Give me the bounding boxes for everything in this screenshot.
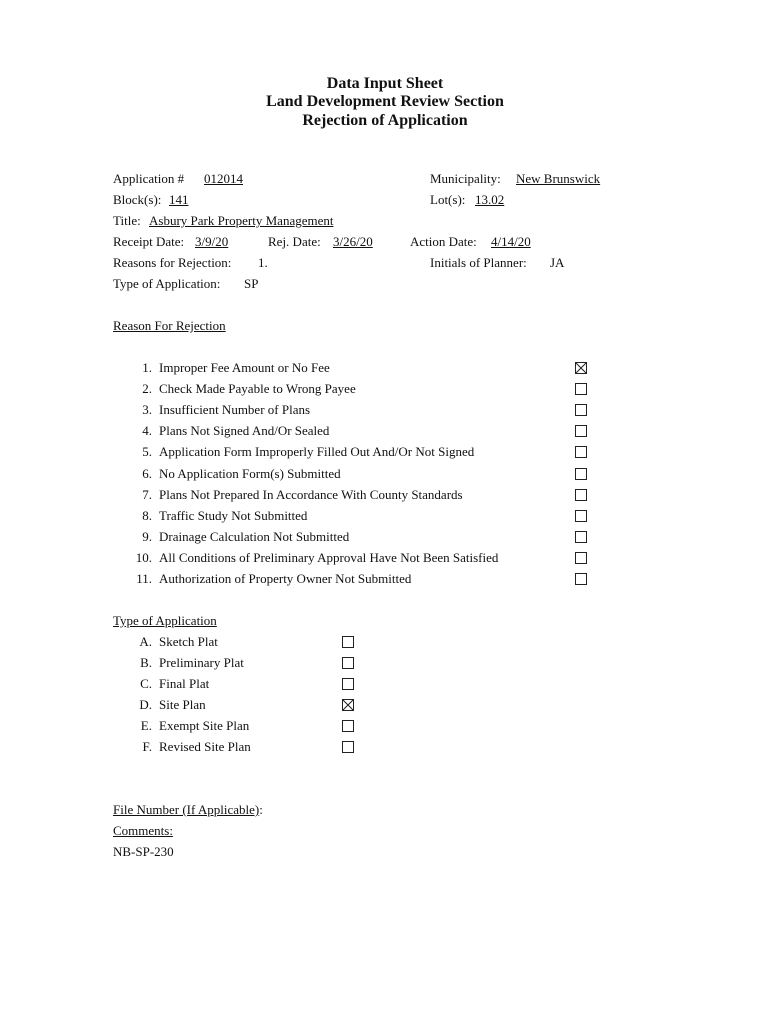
type-item-number: F. xyxy=(142,739,152,754)
rejection-date-label: Rej. Date: xyxy=(268,234,321,249)
type-item-number: E. xyxy=(140,718,152,733)
type-item-number: A. xyxy=(139,634,152,649)
reason-item-checkbox[interactable] xyxy=(575,362,587,374)
type-item-checkbox[interactable] xyxy=(342,699,354,711)
reason-item-number: 2. xyxy=(142,381,152,397)
type-item-label: Sketch Plat xyxy=(159,634,218,649)
section-title: Land Development Review Section xyxy=(266,93,504,110)
reason-item-number: 11. xyxy=(136,571,152,586)
reasons-label: Reasons for Rejection: xyxy=(113,255,232,270)
reason-item-label: Traffic Study Not Submitted xyxy=(159,507,308,523)
reason-item-number: 6. xyxy=(142,465,152,481)
sheet-title: Data Input Sheet xyxy=(326,75,444,92)
reason-item-label: Application Form Improperly Filled Out And/Or Not Signed xyxy=(159,444,475,460)
reason-item-label: Plans Not Signed And/Or Sealed xyxy=(159,423,330,439)
application-number-value: 012014 xyxy=(204,171,243,186)
municipality-value: New Brunswick xyxy=(516,171,601,186)
reason-item-number: 10. xyxy=(135,549,152,565)
title-label: Title: xyxy=(113,213,141,228)
reason-item-label: Drainage Calculation Not Submitted xyxy=(159,528,350,544)
reason-item-label: All Conditions of Preliminary Approval Have Not Been Satisfied xyxy=(159,549,499,565)
reason-item-number: 7. xyxy=(142,486,152,502)
reasons-heading: Reason For Rejection xyxy=(113,318,226,333)
reason-item-checkbox[interactable] xyxy=(575,425,587,437)
file-number-label: File Number (If Applicable) xyxy=(113,802,260,817)
check-x-icon xyxy=(576,363,586,373)
planner-initials-value: JA xyxy=(550,255,565,270)
file-number-colon: : xyxy=(259,802,263,817)
rejection-date-value: 3/26/20 xyxy=(333,234,373,249)
reason-item-label: Improper Fee Amount or No Fee xyxy=(159,360,330,375)
reason-item-label: Insufficient Number of Plans xyxy=(159,402,311,418)
type-item-number: D. xyxy=(139,697,152,712)
type-item-label: Site Plan xyxy=(159,697,206,712)
reason-item-checkbox[interactable] xyxy=(575,531,587,543)
type-item-label: Preliminary Plat xyxy=(159,655,244,670)
type-item-checkbox[interactable] xyxy=(342,678,354,690)
reason-item-checkbox[interactable] xyxy=(575,446,587,458)
receipt-date-label: Receipt Date: xyxy=(113,234,185,249)
reason-item-checkbox[interactable] xyxy=(575,510,587,522)
reason-item-number: 4. xyxy=(142,423,152,439)
types-heading: Type of Application xyxy=(113,613,217,628)
reason-item-checkbox[interactable] xyxy=(575,573,587,585)
type-item-label: Revised Site Plan xyxy=(159,739,251,754)
action-date-value: 4/14/20 xyxy=(491,234,531,249)
check-x-icon xyxy=(343,700,353,710)
type-item-checkbox[interactable] xyxy=(342,741,354,753)
reason-item-checkbox[interactable] xyxy=(575,404,587,416)
file-number-line xyxy=(113,802,263,818)
type-item-checkbox[interactable] xyxy=(342,636,354,648)
reason-item-number: 1. xyxy=(142,360,152,375)
reasons-value: 1. xyxy=(258,255,268,270)
comments-value: NB-SP-230 xyxy=(113,844,174,859)
reason-item-checkbox[interactable] xyxy=(575,552,587,564)
type-item-label: Exempt Site Plan xyxy=(159,718,250,733)
reason-item-checkbox[interactable] xyxy=(575,489,587,501)
action-date-label: Action Date: xyxy=(410,234,477,249)
application-type-value: SP xyxy=(244,276,259,291)
reason-item-label: No Application Form(s) Submitted xyxy=(159,465,341,481)
reason-item-label: Check Made Payable to Wrong Payee xyxy=(159,381,356,397)
lot-label: Lot(s): xyxy=(430,192,466,207)
reason-item-checkbox[interactable] xyxy=(575,468,587,480)
application-type-label: Type of Application: xyxy=(113,276,221,291)
reason-item-number: 8. xyxy=(142,507,152,523)
reason-item-number: 5. xyxy=(142,444,152,460)
lot-value: 13.02 xyxy=(475,192,505,207)
block-value: 141 xyxy=(169,192,189,207)
type-item-checkbox[interactable] xyxy=(342,720,354,732)
municipality-label: Municipality: xyxy=(430,171,501,186)
planner-initials-label: Initials of Planner: xyxy=(430,255,527,270)
type-item-checkbox[interactable] xyxy=(342,657,354,669)
reason-item-label: Authorization of Property Owner Not Submitted xyxy=(159,571,412,586)
title-value: Asbury Park Property Management xyxy=(149,213,334,228)
type-item-label: Final Plat xyxy=(159,676,210,691)
type-item-number: C. xyxy=(140,676,152,691)
reason-item-checkbox[interactable] xyxy=(575,383,587,395)
type-item-number: B. xyxy=(140,655,152,670)
document-subtitle: Rejection of Application xyxy=(302,112,468,129)
comments-label: Comments: xyxy=(113,823,173,838)
application-number-label: Application # xyxy=(113,171,185,186)
receipt-date-value: 3/9/20 xyxy=(195,234,229,249)
reason-item-number: 3. xyxy=(142,402,152,418)
reason-item-label: Plans Not Prepared In Accordance With County Standards xyxy=(159,486,463,502)
block-label: Block(s): xyxy=(113,192,162,207)
reason-item-number: 9. xyxy=(142,528,152,544)
